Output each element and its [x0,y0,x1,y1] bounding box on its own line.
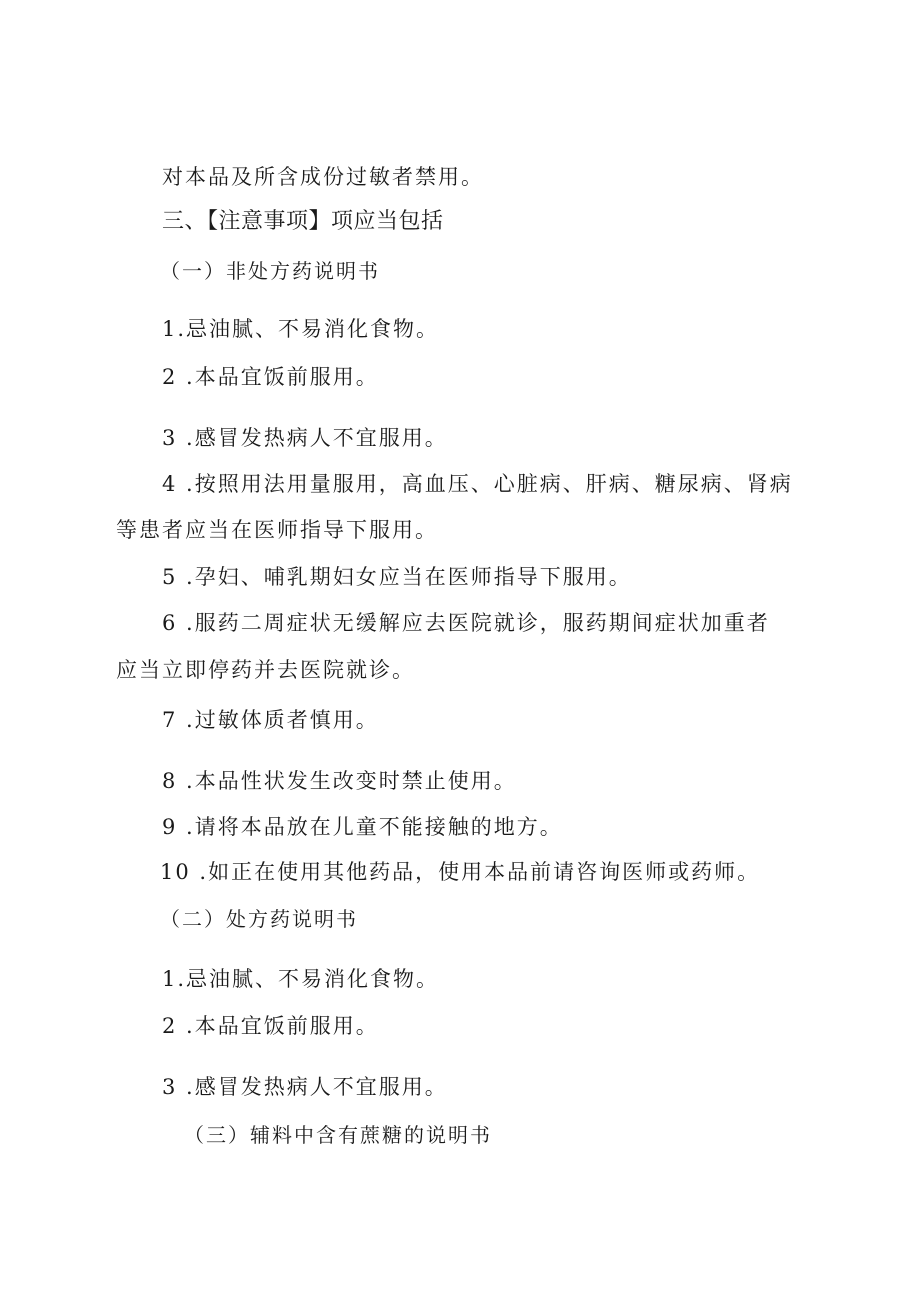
rx-item-1: 1.忌油腻、不易消化食物。 [162,967,440,991]
otc-item-7: 7 .过敏体质者慎用。 [162,708,379,732]
otc-section-title: （一）非处方药说明书 [160,259,380,283]
otc-item-6-continued: 应当立即停药并去医院就诊。 [116,658,415,682]
rx-item-2: 2 .本品宜饭前服用。 [162,1014,379,1038]
otc-item-4: 4 .按照用法用量服用，高血压、心脏病、肝病、糖尿病、肾病 [162,472,793,496]
otc-item-3: 3 .感冒发热病人不宜服用。 [162,426,448,450]
otc-item-10: 10 .如正在使用其他药品，使用本品前请咨询医师或药师。 [160,860,761,884]
otc-item-5: 5 .孕妇、哺乳期妇女应当在医师指导下服用。 [162,565,632,589]
rx-item-3: 3 .感冒发热病人不宜服用。 [162,1075,448,1099]
section-heading: 三、【注意事项】项应当包括 [162,209,444,234]
sucrose-section-title: （三）辅料中含有蔗糖的说明书 [184,1123,492,1147]
otc-item-4-continued: 等患者应当在医师指导下服用。 [116,518,438,542]
otc-item-8: 8 .本品性状发生改变时禁止使用。 [162,769,517,793]
otc-item-1: 1.忌油腻、不易消化食物。 [162,317,440,341]
rx-section-title: （二）处方药说明书 [160,907,358,931]
intro-line: 对本品及所含成份过敏者禁用。 [162,165,484,189]
otc-item-2: 2 .本品宜饭前服用。 [162,365,379,389]
otc-item-9: 9 .请将本品放在儿童不能接触的地方。 [162,815,563,839]
otc-item-6: 6 .服药二周症状无缓解应去医院就诊，服药期间症状加重者 [162,611,770,635]
